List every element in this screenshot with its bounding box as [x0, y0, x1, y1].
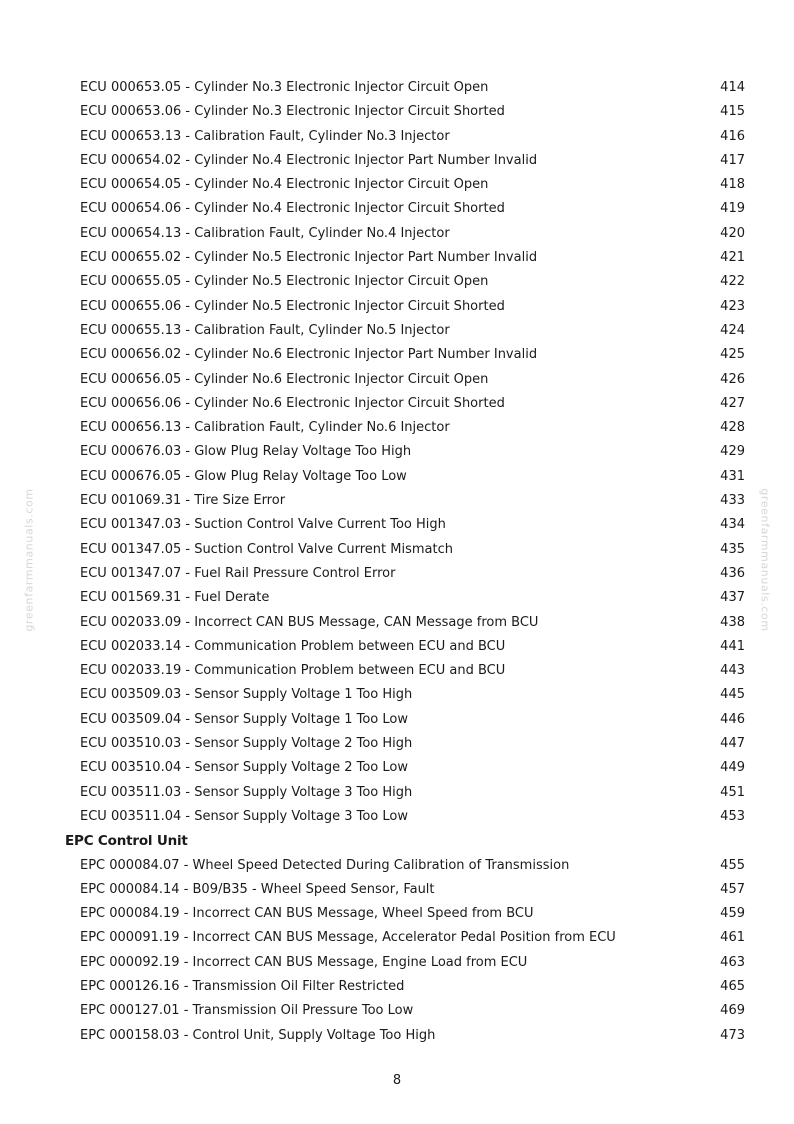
toc-entry-title: ECU 000676.03 - Glow Plug Relay Voltage Too High	[80, 444, 412, 460]
toc-entry-title: EPC 000126.16 - Transmission Oil Filter Restricted	[80, 978, 405, 994]
toc-entry-title: ECU 003510.03 - Sensor Supply Voltage 2 Too High	[80, 736, 413, 752]
toc-entry-title: ECU 001569.31 - Fuel Derate	[80, 590, 270, 606]
toc-entry-title: ECU 002033.19 - Communication Problem between ECU and BCU	[80, 663, 506, 679]
toc-entry-page: 426	[720, 371, 745, 387]
toc-entry-title: ECU 002033.14 - Communication Problem between ECU and BCU	[80, 638, 506, 654]
toc-entry-page: 451	[720, 784, 745, 800]
toc-entry-page: 455	[720, 857, 745, 873]
toc-entry[interactable]	[65, 319, 745, 343]
toc-entry-page: 445	[720, 687, 745, 703]
toc-entry-page: 428	[720, 420, 745, 436]
toc-entry-page: 419	[720, 201, 745, 217]
toc-entry[interactable]	[65, 659, 745, 683]
toc-entry-page: 457	[720, 881, 745, 897]
toc-entry-title: ECU 003511.03 - Sensor Supply Voltage 3 Too High	[80, 784, 413, 800]
toc-entry-page: 461	[720, 930, 745, 946]
section-heading-epc: EPC Control Unit	[65, 833, 188, 850]
toc-entry[interactable]	[65, 805, 745, 829]
toc-entry-title: ECU 000656.13 - Calibration Fault, Cylinder No.6 Injector	[80, 420, 450, 436]
toc-entry-page: 469	[720, 1003, 745, 1019]
toc-entry-title: ECU 000655.13 - Calibration Fault, Cylinder No.5 Injector	[80, 322, 450, 338]
toc-entry-page: 435	[720, 541, 745, 557]
toc-entry[interactable]	[65, 368, 745, 392]
toc-entry[interactable]	[65, 513, 745, 537]
toc-entry-title: ECU 000655.05 - Cylinder No.5 Electronic Injector Circuit Open	[80, 274, 489, 290]
toc-entry-title: ECU 000656.06 - Cylinder No.6 Electronic Injector Circuit Shorted	[80, 395, 505, 411]
toc-entry-page: 424	[720, 322, 745, 338]
toc-entry-page: 420	[720, 225, 745, 241]
toc-entry[interactable]	[65, 562, 745, 586]
toc-entry-title: ECU 003511.04 - Sensor Supply Voltage 3 Too Low	[80, 808, 408, 824]
toc-entry-page: 441	[720, 638, 745, 654]
toc-entry[interactable]	[65, 489, 745, 513]
toc-entry[interactable]	[65, 416, 745, 440]
toc-entry-title: ECU 003510.04 - Sensor Supply Voltage 2 Too Low	[80, 760, 408, 776]
toc-entry-title: ECU 000654.06 - Cylinder No.4 Electronic Injector Circuit Shorted	[80, 201, 505, 217]
toc-entry-title: EPC 000158.03 - Control Unit, Supply Voltage Too High	[80, 1027, 436, 1043]
toc-entry-title: EPC 000092.19 - Incorrect CAN BUS Message, Engine Load from ECU	[80, 954, 528, 970]
toc-entry-page: 438	[720, 614, 745, 630]
toc-entry-title: ECU 000653.06 - Cylinder No.3 Electronic Injector Circuit Shorted	[80, 104, 505, 120]
toc-entry-page: 443	[720, 663, 745, 679]
toc-entry-page: 429	[720, 444, 745, 460]
toc-entry-title: ECU 000655.02 - Cylinder No.5 Electronic Injector Part Number Invalid	[80, 250, 538, 266]
toc-entry[interactable]	[65, 756, 745, 780]
toc-entry-page: 421	[720, 250, 745, 266]
toc-entry-title: ECU 003509.03 - Sensor Supply Voltage 1 Too High	[80, 687, 413, 703]
toc-entry-title: ECU 003509.04 - Sensor Supply Voltage 1 Too Low	[80, 711, 408, 727]
toc-entry-title: ECU 000656.02 - Cylinder No.6 Electronic Injector Part Number Invalid	[80, 347, 538, 363]
toc-entry-title: ECU 002033.09 - Incorrect CAN BUS Message, CAN Message from BCU	[80, 614, 539, 630]
toc-entry-page: 436	[720, 565, 745, 581]
toc-entry[interactable]	[65, 197, 745, 221]
toc-entry-page: 463	[720, 954, 745, 970]
toc-entry[interactable]	[65, 902, 745, 926]
toc-entry-title: ECU 000654.02 - Cylinder No.4 Electronic Injector Part Number Invalid	[80, 152, 538, 168]
toc-entry-page: 425	[720, 347, 745, 363]
toc-entry-title: EPC 000091.19 - Incorrect CAN BUS Message, Accelerator Pedal Position from ECU	[80, 930, 616, 946]
toc-entry-page: 417	[720, 152, 745, 168]
toc-entry[interactable]	[65, 975, 745, 999]
toc-entry-title: ECU 000655.06 - Cylinder No.5 Electronic Injector Circuit Shorted	[80, 298, 505, 314]
toc-entry-page: 434	[720, 517, 745, 533]
toc-entry[interactable]	[65, 999, 745, 1023]
toc-entry[interactable]	[65, 878, 745, 902]
toc-entry[interactable]	[65, 586, 745, 610]
toc-entry[interactable]	[65, 246, 745, 270]
watermark-right: greenfarmmanuals.com	[758, 488, 772, 632]
toc-entry[interactable]	[65, 611, 745, 635]
table-of-contents	[65, 76, 745, 1048]
toc-entry-page: 418	[720, 177, 745, 193]
toc-entry-title: EPC 000084.07 - Wheel Speed Detected During Calibration of Transmission	[80, 857, 570, 873]
toc-entry[interactable]	[65, 538, 745, 562]
toc-entry-title: EPC 000127.01 - Transmission Oil Pressure Too Low	[80, 1003, 414, 1019]
toc-entry[interactable]	[65, 270, 745, 294]
toc-entry[interactable]	[65, 854, 745, 878]
toc-entry-page: 465	[720, 978, 745, 994]
toc-entry-page: 427	[720, 395, 745, 411]
toc-entry[interactable]	[65, 100, 745, 124]
toc-entry[interactable]	[65, 173, 745, 197]
toc-entry[interactable]	[65, 781, 745, 805]
toc-entry-title: ECU 001347.03 - Suction Control Valve Current Too High	[80, 517, 446, 533]
toc-entry-page: 437	[720, 590, 745, 606]
toc-entry-page: 433	[720, 493, 745, 509]
toc-entry-title: ECU 000653.05 - Cylinder No.3 Electronic Injector Circuit Open	[80, 80, 489, 95]
toc-entry-title: ECU 000656.05 - Cylinder No.6 Electronic Injector Circuit Open	[80, 371, 489, 387]
toc-entry-page: 446	[720, 711, 745, 727]
toc-entry-page: 423	[720, 298, 745, 314]
toc-entry-title: EPC 000084.19 - Incorrect CAN BUS Message, Wheel Speed from BCU	[80, 906, 534, 922]
toc-entry-title: ECU 001069.31 - Tire Size Error	[80, 493, 286, 509]
toc-entry-page: 447	[720, 736, 745, 752]
toc-entry[interactable]	[65, 222, 745, 246]
toc-entry-page: 416	[720, 128, 745, 144]
toc-entry-page: 415	[720, 104, 745, 120]
toc-entry-title: ECU 000654.05 - Cylinder No.4 Electronic Injector Circuit Open	[80, 177, 489, 193]
toc-entry-title: ECU 001347.05 - Suction Control Valve Current Mismatch	[80, 541, 453, 557]
page-number: 8	[392, 1073, 402, 1088]
toc-entry[interactable]	[65, 76, 745, 100]
toc-entry-title: ECU 000654.13 - Calibration Fault, Cylinder No.4 Injector	[80, 225, 450, 241]
toc-entry[interactable]	[65, 125, 745, 149]
toc-entry-title: ECU 001347.07 - Fuel Rail Pressure Control Error	[80, 565, 396, 581]
watermark-left: greenfarmmanuals.com	[22, 488, 36, 632]
toc-entry-title: EPC 000084.14 - B09/B35 - Wheel Speed Sensor, Fault	[80, 881, 435, 897]
toc-entry[interactable]	[65, 1024, 745, 1048]
toc-entry-page: 473	[720, 1027, 745, 1043]
toc-entry-page: 459	[720, 906, 745, 922]
toc-entry[interactable]	[65, 465, 745, 489]
toc-entry[interactable]	[65, 732, 745, 756]
toc-entry[interactable]	[65, 683, 745, 707]
toc-entry-page: 414	[720, 80, 745, 95]
toc-entry[interactable]	[65, 440, 745, 464]
toc-entry[interactable]	[65, 708, 745, 732]
toc-entry[interactable]	[65, 951, 745, 975]
epc-entries	[65, 854, 745, 1048]
toc-entry-title: ECU 000676.05 - Glow Plug Relay Voltage Too Low	[80, 468, 407, 484]
toc-entry-page: 431	[720, 468, 745, 484]
toc-entry-page: 453	[720, 808, 745, 824]
toc-entry[interactable]	[65, 392, 745, 416]
ecu-entries	[65, 76, 745, 829]
toc-entry[interactable]	[65, 149, 745, 173]
toc-entry[interactable]	[65, 295, 745, 319]
toc-entry-title: ECU 000653.13 - Calibration Fault, Cylinder No.3 Injector	[80, 128, 450, 144]
toc-entry[interactable]	[65, 926, 745, 950]
toc-entry-page: 422	[720, 274, 745, 290]
toc-entry[interactable]	[65, 343, 745, 367]
toc-entry-page: 449	[720, 760, 745, 776]
toc-entry[interactable]	[65, 635, 745, 659]
